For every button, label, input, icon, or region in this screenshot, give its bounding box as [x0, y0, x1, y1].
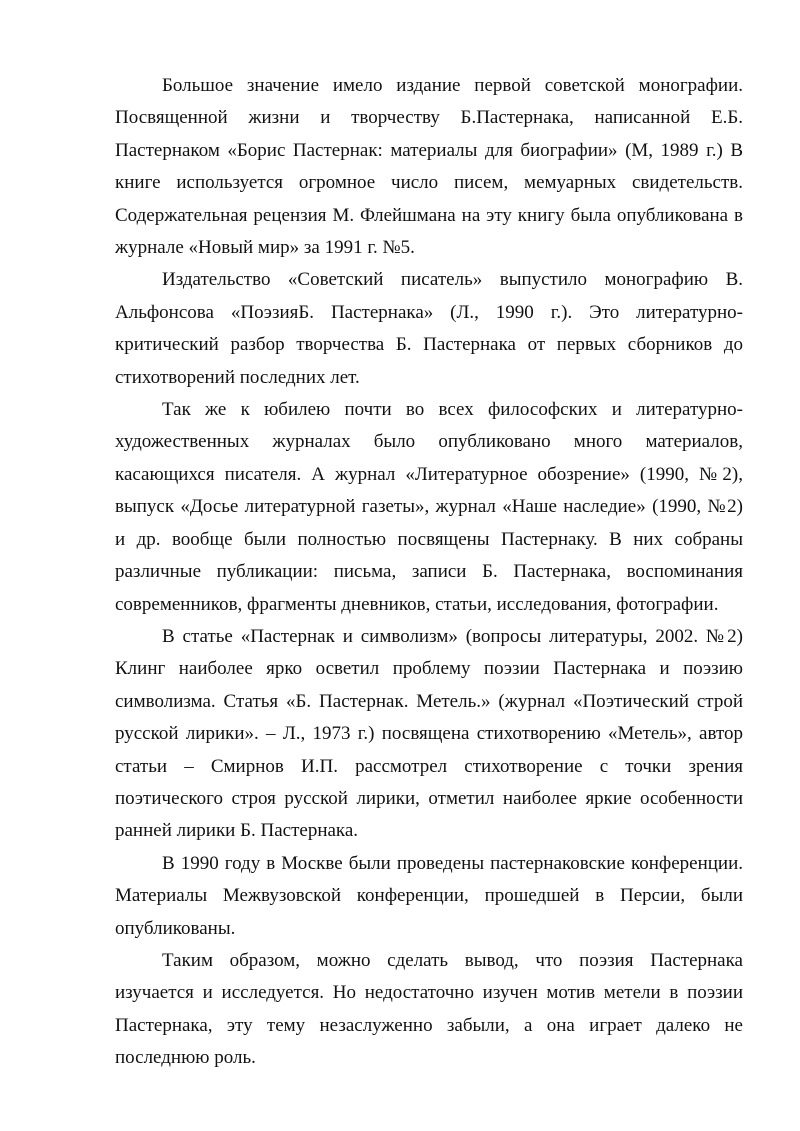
paragraph: Таким образом, можно сделать вывод, что поэзия Пастернака изучается и исследуется. Но недостаточно изучен мотив метели в поэзии Пастернака, эту тему незаслуженно забыли, а она играет далеко не последнюю роль.: [115, 949, 743, 1069]
paragraph: В 1990 году в Москве были проведены пастернаковские конференции. Материалы Межвузовской конференции, прошедшей в Персии, были опубликованы.: [115, 852, 743, 939]
paragraph: Издательство «Советский писатель» выпустило монографию В. Альфонсова «ПоэзияБ. Пастернака» (Л., 1990 г.). Это литературно-критический разбор творчества Б. Пастернака от первых сборников до стихотворений последних лет.: [115, 269, 743, 388]
document-body: [115, 70, 743, 1075]
paragraph: Так же к юбилею почти во всех философских и литературно-художественных журналах было опубликовано много материалов, касающихся писателя. А журнал «Литературное обозрение» (1990, №2), выпуск «Досье литературной газеты», журнал «Наше наследие» (1990, №2) и др. вообще были полностью посвящены Пастернаку. В них собраны различные публикации: письма, записи Б. Пастернака, воспоминания современников, фрагменты дневников, статьи, исследования, фотографии.: [115, 399, 743, 615]
paragraph: Большое значение имело издание первой советской монографии. Посвященной жизни и творчеству Б.Пастернака, написанной Е.Б. Пастернаком «Борис Пастернак: материалы для биографии» (М, 1989 г.) В книге используется огромное число писем, мемуарных свидетельств. Содержательная рецензия М. Флейшмана на эту книгу была опубликована в журнале «Новый мир» за 1991 г. №5.: [115, 75, 743, 259]
paragraph: В статье «Пастернак и символизм» (вопросы литературы, 2002. №2) Клинг наиболее ярко осветил проблему поэзии Пастернака и поэзию символизма. Статья «Б. Пастернак. Метель.» (журнал «Поэтический строй русской лирики». – Л., 1973 г.) посвящена стихотворению «Метель», автор статьи – Смирнов И.П. рассмотрел стихотворение с точки зрения поэтического строя русской лирики, отметил наиболее яркие особенности ранней лирики Б. Пастернака.: [115, 625, 743, 842]
